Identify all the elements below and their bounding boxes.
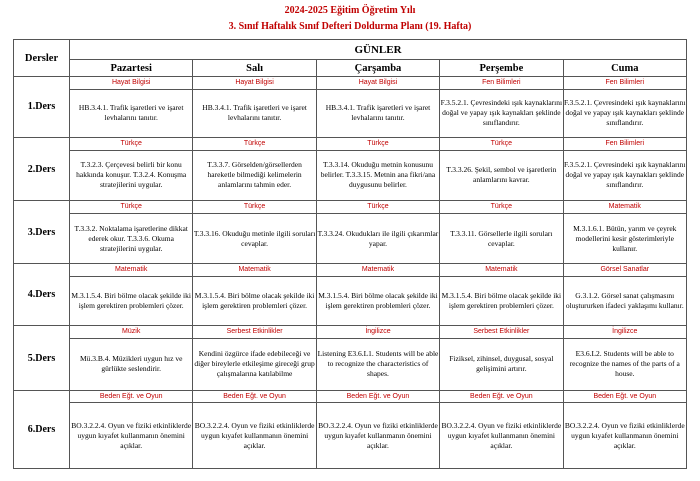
objective-cell <box>70 213 193 264</box>
gunler-header: GÜNLER <box>70 40 687 60</box>
subject-name: Hayat Bilgisi <box>316 77 439 90</box>
objective-cell <box>563 89 686 137</box>
objective-cell <box>70 89 193 137</box>
objective-cell <box>193 150 316 201</box>
objective-text: T.3.3.2. Noktalama işaretlerine dikkat ederek okur. T.3.3.6. Okuma stratejilerini uygular. <box>74 223 188 253</box>
subject-name: Türkçe <box>193 201 316 214</box>
objective-text: HB.3.4.1. Trafik işaretleri ve işaret levhalarını tanıtır. <box>78 103 184 123</box>
subject-name: Görsel Sanatlar <box>563 264 686 277</box>
objective-text: Listening E3.6.L1. Students will be able to recognize the characteristics of shapes. <box>317 349 439 379</box>
lesson-objective-row <box>14 403 687 469</box>
objective-text: M.3.1.5.4. Biri bölme olacak şekilde iki işlem gerektiren problemleri çözer. <box>441 291 562 311</box>
day-header: Perşembe <box>440 60 563 77</box>
subject-name: Matematik <box>316 264 439 277</box>
subject-name: Türkçe <box>70 201 193 214</box>
objective-text: T.3.3.11. Görsellerle ilgili soruları cevaplar. <box>450 228 553 248</box>
subject-name: Beden Eğt. ve Oyun <box>193 390 316 403</box>
subject-name: Fen Bilimleri <box>440 77 563 90</box>
objective-text: M.3.1.5.4. Biri bölme olacak şekilde iki işlem gerektiren problemleri çözer. <box>194 291 315 311</box>
objective-text: T.3.3.24. Okudukları ile ilgili çıkarımlar yapar. <box>317 228 439 248</box>
day-header: Salı <box>193 60 316 77</box>
objective-text: HB.3.4.1. Trafik işaretleri ve işaret levhalarını tanıtır. <box>325 103 431 123</box>
objective-cell <box>563 150 686 201</box>
objective-text: BO.3.2.2.4. Oyun ve fiziki etkinliklerde uygun kıyafet kullanmanın önemini açıklar. <box>564 420 685 450</box>
year-title: 2024-2025 Eğitim Öğretim Yılı <box>284 5 416 16</box>
objective-cell <box>440 89 563 137</box>
objective-cell <box>440 213 563 264</box>
objective-cell <box>316 89 439 137</box>
weekly-plan-table <box>13 39 687 469</box>
subject-name: Hayat Bilgisi <box>70 77 193 90</box>
objective-text: BO.3.2.2.4. Oyun ve fiziki etkinliklerde uygun kıyafet kullanmanın önemini açıklar. <box>71 420 192 450</box>
objective-cell <box>316 403 439 469</box>
objective-cell <box>316 213 439 264</box>
objective-cell <box>70 403 193 469</box>
lesson-label: 5.Ders <box>14 326 70 390</box>
subject-name: Türkçe <box>70 137 193 150</box>
dersler-header: Dersler <box>14 40 70 77</box>
objective-text: M.3.1.6.1. Bütün, yarım ve çeyrek modellerini kesir gösterimleriyle kullanır. <box>573 223 677 253</box>
subject-name: Matematik <box>440 264 563 277</box>
lesson-label: 4.Ders <box>14 264 70 326</box>
objective-text: M.3.1.5.4. Biri bölme olacak şekilde iki işlem gerektiren problemleri çözer. <box>71 291 191 311</box>
objective-cell <box>316 150 439 201</box>
objective-cell <box>193 213 316 264</box>
subject-name: Matematik <box>70 264 193 277</box>
lesson-subject-row <box>14 201 687 214</box>
lesson-label: 3.Ders <box>14 201 70 264</box>
objective-cell <box>563 339 686 391</box>
subject-name: Matematik <box>563 201 686 214</box>
subject-name: İngilizce <box>563 326 686 339</box>
lesson-label: 6.Ders <box>14 390 70 468</box>
objective-text: F.3.5.2.1. Çevresindeki ışık kaynaklarını doğal ve yapay ışık kaynakları şeklinde sınıflandırır. <box>564 160 686 190</box>
objective-text: T.3.3.26. Şekil, sembol ve işaretlerin anlamlarını kavrar. <box>446 165 557 185</box>
lesson-subject-row <box>14 390 687 403</box>
day-header: Cuma <box>563 60 686 77</box>
objective-text: E3.6.L2. Students will be able to recognize the names of the parts of a house. <box>569 349 680 379</box>
subject-name: Serbest Etkinlikler <box>440 326 563 339</box>
lesson-objective-row <box>14 339 687 391</box>
lesson-subject-row <box>14 264 687 277</box>
plan-title: 3. Sınıf Haftalık Sınıf Defteri Doldurma Planı (19. Hafta) <box>228 21 472 32</box>
objective-text: T.3.3.7. Görselden/görsellerden hareketle bilmediği kelimelerin anlamlarını tahmin eder. <box>207 160 302 190</box>
subject-name: Beden Eğt. ve Oyun <box>70 390 193 403</box>
objective-text: T.3.3.16. Okuduğu metinle ilgili soruları cevaplar. <box>193 228 316 248</box>
lesson-objective-row <box>14 150 687 201</box>
objective-text: Mü.3.B.4. Müzikleri uygun hız ve gürlükte seslendirir. <box>79 354 183 374</box>
subject-name: Matematik <box>193 264 316 277</box>
lesson-subject-row <box>14 326 687 339</box>
lesson-subject-row <box>14 77 687 90</box>
lesson-objective-row <box>14 89 687 137</box>
day-header: Pazartesi <box>70 60 193 77</box>
objective-text: T.3.3.14. Okuduğu metnin konusunu belirler. T.3.3.15. Metnin ana fikri/ana duygusunu belirler. <box>320 160 436 190</box>
lesson-subject-row <box>14 137 687 150</box>
objective-text: Fiziksel, zihinsel, duygusal, sosyal gelişimini artırır. <box>449 354 554 374</box>
objective-cell <box>440 339 563 391</box>
objective-cell <box>193 277 316 326</box>
lesson-label: 1.Ders <box>14 77 70 138</box>
subject-name: İngilizce <box>316 326 439 339</box>
objective-cell <box>193 89 316 137</box>
subject-name: Türkçe <box>316 137 439 150</box>
subject-name: Hayat Bilgisi <box>193 77 316 90</box>
subject-name: Beden Eğt. ve Oyun <box>563 390 686 403</box>
subject-name: Türkçe <box>193 137 316 150</box>
subject-name: Müzik <box>70 326 193 339</box>
objective-text: BO.3.2.2.4. Oyun ve fiziki etkinliklerde uygun kıyafet kullanmanın önemini açıklar. <box>441 420 562 450</box>
subject-name: Fen Bilimleri <box>563 77 686 90</box>
objective-cell <box>70 277 193 326</box>
objective-text: F.3.5.2.1. Çevresindeki ışık kaynaklarını doğal ve yapay ışık kaynakları şeklinde sınıflandırır. <box>564 98 686 128</box>
objective-text: BO.3.2.2.4. Oyun ve fiziki etkinliklerde uygun kıyafet kullanmanın önemini açıklar. <box>194 420 315 450</box>
objective-cell <box>193 339 316 391</box>
objective-cell <box>316 277 439 326</box>
subject-name: Türkçe <box>316 201 439 214</box>
objective-text: HB.3.4.1. Trafik işaretleri ve işaret levhalarını tanıtır. <box>202 103 307 123</box>
objective-text: T.3.2.3. Çerçevesi belirli bir konu hakkında konuşur. T.3.2.4. Konuşma stratejilerini uygular. <box>76 160 187 190</box>
objective-cell <box>440 403 563 469</box>
objective-text: G.3.1.2. Görsel sanat çalışmasını oluştururken ifadeci yaklaşımı kullanır. <box>565 291 684 311</box>
subject-name: Serbest Etkinlikler <box>193 326 316 339</box>
objective-cell <box>440 150 563 201</box>
objective-text: M.3.1.5.4. Biri bölme olacak şekilde iki işlem gerektiren problemleri çözer. <box>318 291 438 311</box>
day-header: Çarşamba <box>316 60 439 77</box>
subject-name: Beden Eğt. ve Oyun <box>440 390 563 403</box>
objective-cell <box>70 150 193 201</box>
lesson-objective-row <box>14 213 687 264</box>
subject-name: Fen Bilimleri <box>563 137 686 150</box>
objective-cell <box>193 403 316 469</box>
objective-text: BO.3.2.2.4. Oyun ve fiziki etkinliklerde uygun kıyafet kullanmanın önemini açıklar. <box>318 420 438 450</box>
lesson-label: 2.Ders <box>14 137 70 200</box>
objective-cell <box>563 213 686 264</box>
objective-cell <box>563 277 686 326</box>
lesson-objective-row <box>14 277 687 326</box>
objective-cell <box>563 403 686 469</box>
objective-cell <box>70 339 193 391</box>
objective-cell <box>316 339 439 391</box>
objective-cell <box>440 277 563 326</box>
objective-text: Kendini özgürce ifade edebileceği ve diğer bireylerle etkileşime gireceği grup çalışmalarına katılabilme <box>194 349 315 379</box>
subject-name: Beden Eğt. ve Oyun <box>316 390 439 403</box>
subject-name: Türkçe <box>440 201 563 214</box>
objective-text: F.3.5.2.1. Çevresindeki ışık kaynaklarını doğal ve yapay ışık kaynakları şeklinde sınıflandırır. <box>440 98 563 128</box>
subject-name: Türkçe <box>440 137 563 150</box>
